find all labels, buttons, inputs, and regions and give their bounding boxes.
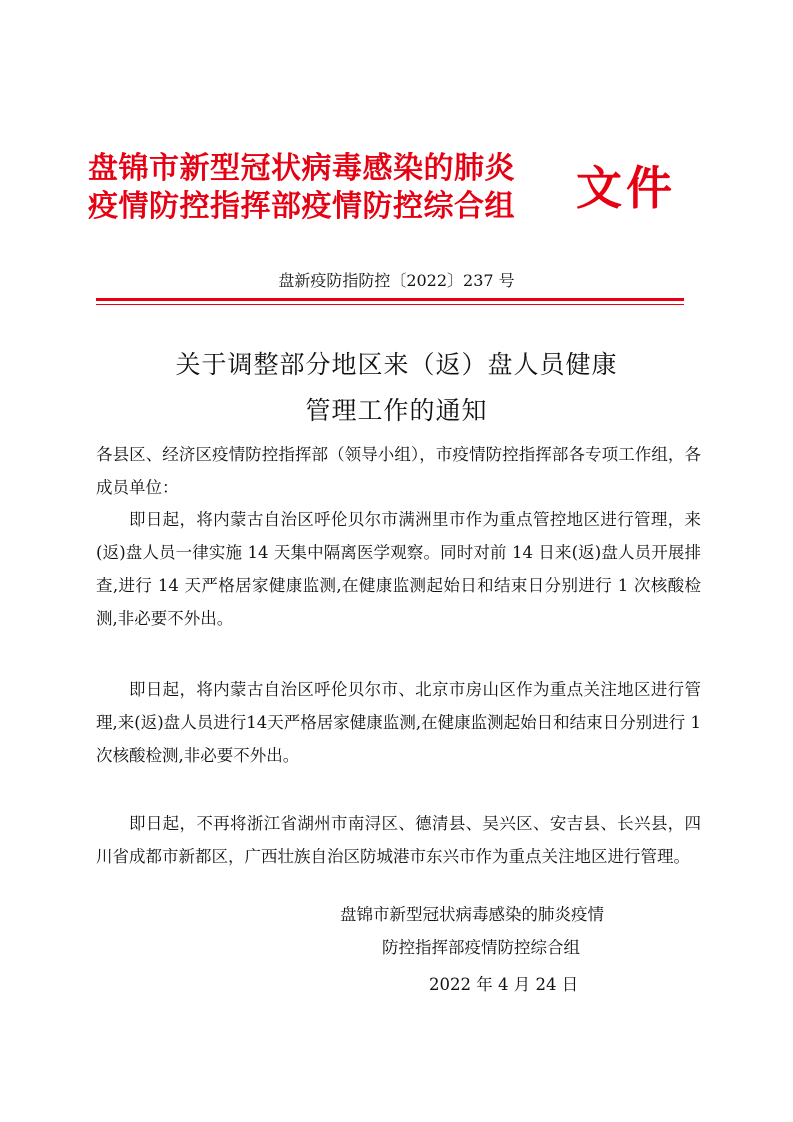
red-rule-thick bbox=[96, 298, 684, 301]
paragraph-1: 即日起，将内蒙古自治区呼伦贝尔市满洲里市作为重点管控地区进行管理，来(返)盘人员一律实施 14 天集中隔离医学观察。同时对前 14 日来(返)盘人员开展排查,进行 14 天严格居家健康监测,在健康监测起始日和结束日分别进行 1 次核酸检测,非必要不外出。 bbox=[96, 510, 701, 628]
document-number: 盘新疫防指防控〔2022〕237 号 bbox=[278, 271, 515, 290]
signature-org-line-1: 盘锦市新型冠状病毒感染的肺炎疫情 bbox=[340, 905, 604, 924]
addressee: 各县区、经济区疫情防控指挥部（领导小组），市疫情防控指挥部各专项工作组，各成员单位： bbox=[96, 445, 701, 497]
issuer-line-2: 疫情防控指挥部疫情防控综合组 bbox=[88, 189, 515, 224]
signature-org-line-2: 防控指挥部疫情防控综合组 bbox=[382, 938, 580, 957]
title-line-2: 管理工作的通知 bbox=[305, 396, 488, 425]
title-line-1: 关于调整部分地区来（返）盘人员健康 bbox=[175, 350, 618, 379]
issuer-line-1: 盘锦市新型冠状病毒感染的肺炎 bbox=[88, 151, 515, 186]
paragraph-2: 即日起，将内蒙古自治区呼伦贝尔市、北京市房山区作为重点关注地区进行管理,来(返)盘人员进行14天严格居家健康监测,在健康监测起始日和结束日分别进行 1 次核酸检测,非必要不外出。 bbox=[96, 680, 701, 765]
red-rule-thin bbox=[96, 304, 684, 305]
signature-date: 2022 年 4 月 24 日 bbox=[429, 975, 579, 994]
document-type: 文件 bbox=[576, 161, 676, 215]
paragraph-3: 即日起，不再将浙江省湖州市南浔区、德清县、吴兴区、安吉县、长兴县，四川省成都市新都区，广西壮族自治区防城港市东兴市作为重点关注地区进行管理。 bbox=[96, 814, 701, 866]
notice-title bbox=[0, 342, 793, 434]
red-header bbox=[88, 150, 708, 230]
issuer-name bbox=[88, 150, 568, 226]
